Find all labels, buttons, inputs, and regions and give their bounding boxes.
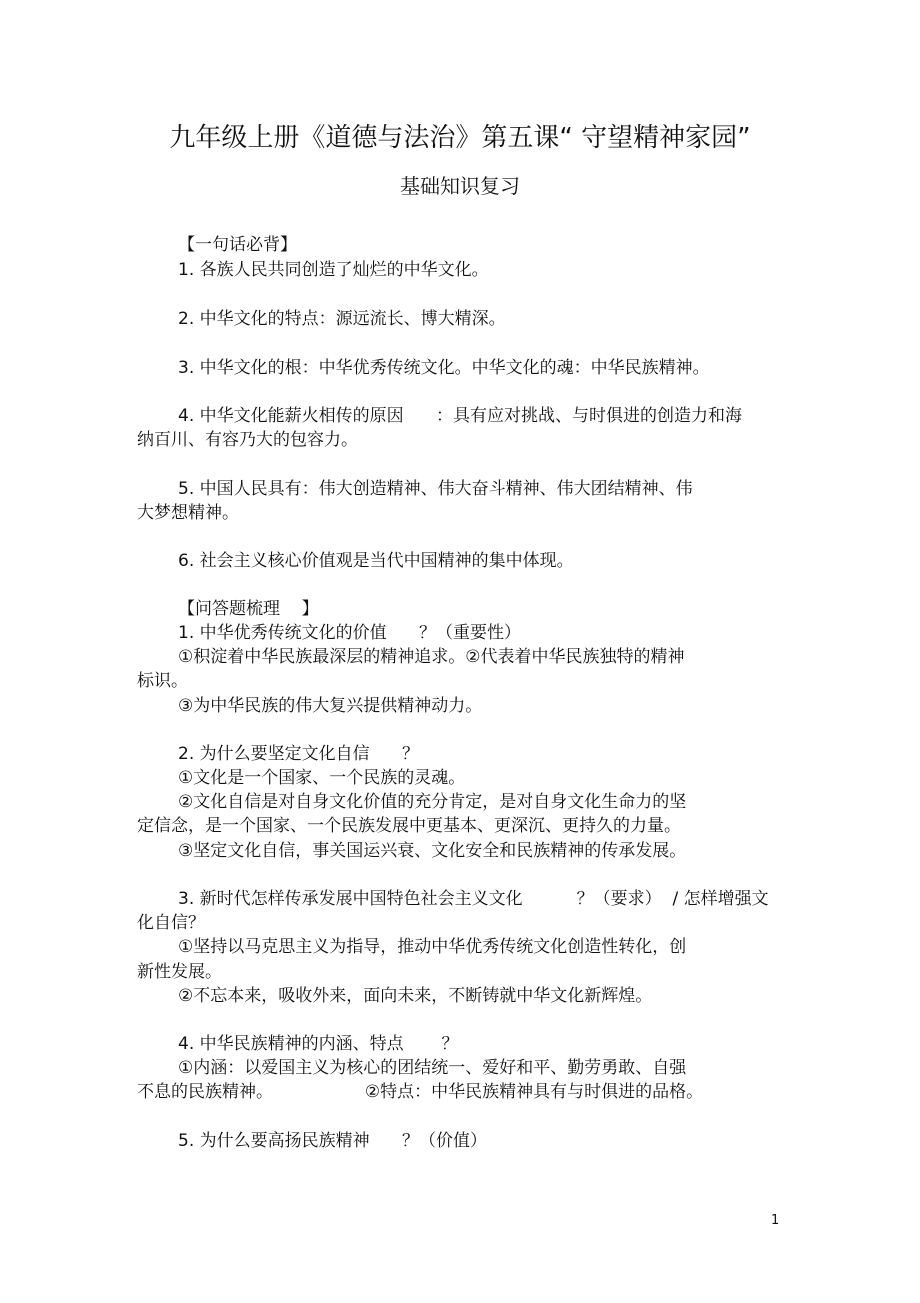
page-title: 九年级上册《道德与法治》第五课“ 守望精神家园” [169, 123, 751, 153]
page-subtitle: 基础知识复习 [400, 174, 520, 198]
memorize-line-4-cont: 纳百川、有容乃大的包容力。 [137, 430, 358, 450]
qa-answer-line: 定信念，是一个国家、一个民族发展中更基本、更深沉、更持久的力量。 [137, 816, 681, 836]
section-heading-qa: 【问答题梳理 】 [178, 599, 319, 619]
qa-answer-line: ①文化是一个国家、一个民族的灵魂。 [178, 768, 466, 788]
qa-question-2: 2. 为什么要坚定文化自信 ？ [178, 744, 420, 764]
qa-answer-line: ③为中华民族的伟大复兴提供精神动力。 [178, 696, 483, 716]
memorize-line-6: 6. 社会主义核心价值观是当代中国精神的集中体现。 [178, 551, 574, 571]
qa-question-5: 5. 为什么要高扬民族精神 ？（价值） [178, 1131, 488, 1151]
qa-answer-line: ①坚持以马克思主义为指导，推动中华优秀传统文化创造性转化，创 [178, 937, 687, 957]
qa-answer-line: ①积淀着中华民族最深层的精神追求。②代表着中华民族独特的精神 [178, 647, 685, 667]
memorize-line-3: 3. 中华文化的根：中华优秀传统文化。中华文化的魂：中华民族精神。 [178, 358, 710, 378]
page-number: 1 [771, 1213, 780, 1228]
memorize-line-2: 2. 中华文化的特点：源远流长、博大精深。 [178, 309, 506, 329]
memorize-line-5-cont: 大梦想精神。 [137, 503, 239, 523]
qa-question-3-cont: 化自信？ [137, 913, 205, 933]
qa-question-3: 3. 新时代怎样传承发展中国特色社会主义文化 ？（要求） / 怎样增强文 [178, 889, 769, 909]
qa-answer-line: ①内涵：以爱国主义为核心的团结统一、爱好和平、勤劳勇敢、自强 [178, 1058, 687, 1078]
memorize-line-4: 4. 中华文化能薪火相传的原因 ：具有应对挑战、与时俱进的创造力和海 [178, 406, 743, 426]
memorize-line-5: 5. 中国人民具有：伟大创造精神、伟大奋斗精神、伟大团结精神、伟 [178, 479, 693, 499]
qa-answer-line: ②文化自信是对自身文化价值的充分肯定，是对自身文化生命力的坚 [178, 792, 687, 812]
qa-answer-line: 不息的民族精神。 ②特点：中华民族精神具有与时俱进的品格。 [137, 1082, 704, 1102]
qa-question-1: 1. 中华优秀传统文化的价值 ？（重要性） [178, 623, 522, 643]
qa-question-4: 4. 中华民族精神的内涵、特点 ？ [178, 1034, 459, 1054]
memorize-line-1: 1. 各族人民共同创造了灿烂的中华文化。 [178, 260, 489, 280]
qa-answer-line: 新性发展。 [137, 962, 222, 982]
qa-answer-line: 标识。 [137, 671, 188, 691]
section-heading-memorize: 【一句话必背】 [178, 235, 297, 255]
qa-answer-line: ③坚定文化自信，事关国运兴衰、文化安全和民族精神的传承发展。 [178, 841, 687, 861]
qa-answer-line: ②不忘本来，吸收外来，面向未来，不断铸就中华文化新辉煌。 [178, 986, 653, 1006]
